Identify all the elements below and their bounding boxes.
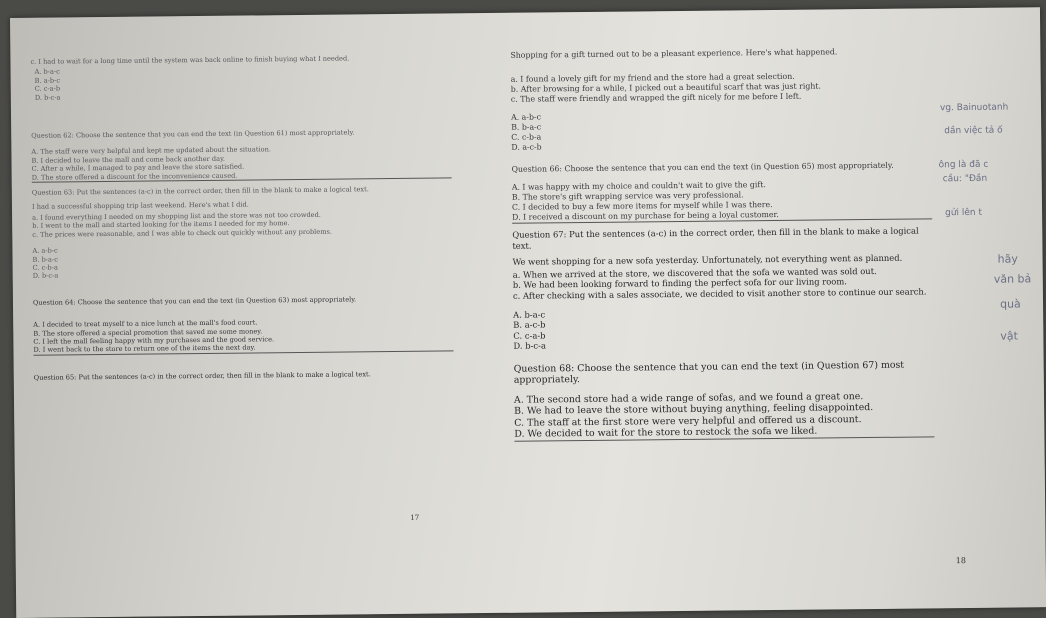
option: B. We had to leave the store without buying anything, feeling disappointed.: [514, 402, 874, 418]
sentence: b. We had been looking forward to finding the perfect sofa for our living room.: [512, 276, 847, 291]
handwritten-note: dần việc tả ố: [944, 125, 1003, 137]
intro-fragment: c. I had to wait for a long time until the system was back online to finish buying what I needed.: [30, 54, 350, 66]
option: C. c-a-b: [513, 330, 546, 341]
option: A. The second store had a wide range of sofas, and we found a great one.: [513, 391, 864, 406]
option: D. I received a discount on my purchase for being a loyal customer.: [512, 208, 932, 223]
option: C. c-b-a: [511, 132, 542, 142]
option: A. The staff were very helpful and kept me updated about the situation.: [31, 145, 271, 157]
handwritten-note: vg. Bainuotanh: [939, 102, 1009, 114]
option: C. c-b-a: [32, 263, 58, 272]
passage: We went shopping for a new sofa yesterday. Unfortunately, not everything went as planned.: [512, 252, 903, 267]
sentence: b. I went to the mall and started looking for the items I needed for my home.: [32, 219, 290, 231]
page-number: 17: [410, 513, 420, 522]
option: B. The store's gift wrapping service was very professional.: [511, 190, 744, 202]
option: D. b-c-a: [34, 93, 61, 102]
question-66: [512, 160, 933, 223]
option: C. I decided to buy a few more items for myself while I was there.: [511, 200, 773, 212]
option: B. The store offered a special promotion that saved me some money.: [33, 326, 263, 338]
option: A. b-a-c: [34, 67, 60, 77]
sentence: c. After checking with a sales associate, we decided to visit another store to continue our search.: [512, 286, 927, 301]
question-stem: Question 65: Put the sentences (a-c) in the correct order, then fill in the blank to make a logical text.: [33, 369, 371, 382]
option: A. a-b-c: [511, 112, 541, 122]
handwritten-note: cầu: "Đần: [942, 173, 988, 185]
option: C. After a while, I managed to pay and leave the store satisfied.: [31, 162, 245, 174]
intro: Shopping for a gift turned out to be a pleasant experience. Here's what happened.: [510, 47, 838, 60]
right-column: [510, 46, 934, 441]
option: C. I left the mall feeling happy with my purchases and the good service.: [33, 335, 275, 346]
exam-booklet: [10, 7, 1046, 618]
option: D. a-c-b: [511, 142, 542, 152]
question-stem: Question 67: Put the sentences (a-c) in the correct order, then fill in the blank to make a logical text.: [512, 225, 919, 251]
option: B. a-c-b: [513, 319, 546, 330]
question-64: [33, 294, 454, 355]
answer-options: [514, 390, 934, 441]
answer-options: [513, 305, 933, 352]
handwritten-note: gửi lên t: [945, 207, 983, 219]
handwritten-note: vật: [1000, 329, 1019, 343]
sentence-list: [513, 265, 933, 301]
handwritten-note: ông là đã c: [938, 159, 989, 171]
option: D. The store offered a discount for the inconvenience caused.: [32, 169, 452, 183]
question-stem: Question 64: Choose the sentence that you can end the text (in Question 63) most appropriately.: [32, 295, 357, 307]
answer-options: [33, 317, 453, 356]
sentence: c. The staff were friendly and wrapped the gift nicely for me before I left.: [510, 91, 802, 104]
handwritten-note: hãy: [997, 252, 1018, 266]
option: A. b-a-c: [513, 308, 546, 320]
answer-options: [512, 178, 932, 223]
question-62: [31, 127, 452, 182]
sentence: a. When we arrived at the store, we discovered that the sofa we wanted was sold out.: [512, 265, 877, 280]
handwritten-margin-notes: [935, 7, 1036, 608]
option: D. b-c-a: [513, 340, 546, 352]
option: D. I went back to the store to return one of the items the next day.: [33, 342, 453, 356]
question-68: [514, 359, 935, 441]
question-stem: Question 68: Choose the sentence that you can end the text (in Question 67) most appropriately.: [513, 359, 905, 387]
left-column: [30, 53, 453, 382]
question-stem: Question 63: Put the sentences (a-c) in the correct order, then fill in the blank to make a logical text.: [31, 185, 369, 197]
question-stem: Question 66: Choose the sentence that you can end the text (in Question 65) most appropriately.: [511, 160, 894, 174]
q61-options: [35, 64, 451, 102]
question-67: [512, 225, 933, 351]
sentence: a. I found a lovely gift for my friend and the store had a great selection.: [510, 71, 795, 84]
option: B. I decided to leave the mall and come back another day.: [31, 154, 226, 165]
option: D. b-c-a: [32, 271, 59, 281]
option: B. b-a-c: [511, 122, 542, 132]
option: C. c-a-b: [34, 84, 61, 93]
sentence: a. I found everything I needed on my shopping list and the store was not too crowded.: [32, 210, 321, 222]
option: C. The staff at the first store were very helpful and offered us a discount.: [514, 414, 862, 429]
handwritten-note: văn bả: [993, 272, 1032, 286]
option: B. a-b-c: [34, 76, 61, 85]
option: B. b-a-c: [32, 255, 58, 264]
order-options: [511, 108, 931, 152]
page-number: 18: [955, 556, 966, 566]
option: A. I decided to treat myself to a nice lunch at the mall's food court.: [33, 318, 258, 329]
sentence: c. The prices were reasonable, and I was able to check out quickly without any problems.: [32, 227, 332, 239]
option: D. We decided to wait for the store to restock the sofa we liked.: [514, 425, 934, 442]
option: A. a-b-c: [32, 246, 58, 255]
answer-options: [31, 144, 451, 183]
passage: I had a successful shopping trip last weekend. Here's what I did.: [31, 200, 249, 212]
sentence: b. After browsing for a while, I picked out a beautiful scarf that was just right.: [510, 81, 822, 94]
option: A. I was happy with my choice and couldn't wait to give the gift.: [511, 180, 766, 192]
answer-options: [32, 242, 452, 280]
question-stem: Question 62: Choose the sentence that you can end the text (in Question 61) most appropriately.: [31, 128, 355, 140]
sentence-list: [511, 70, 931, 104]
question-63: [32, 184, 453, 280]
handwritten-note: quà: [999, 297, 1021, 311]
